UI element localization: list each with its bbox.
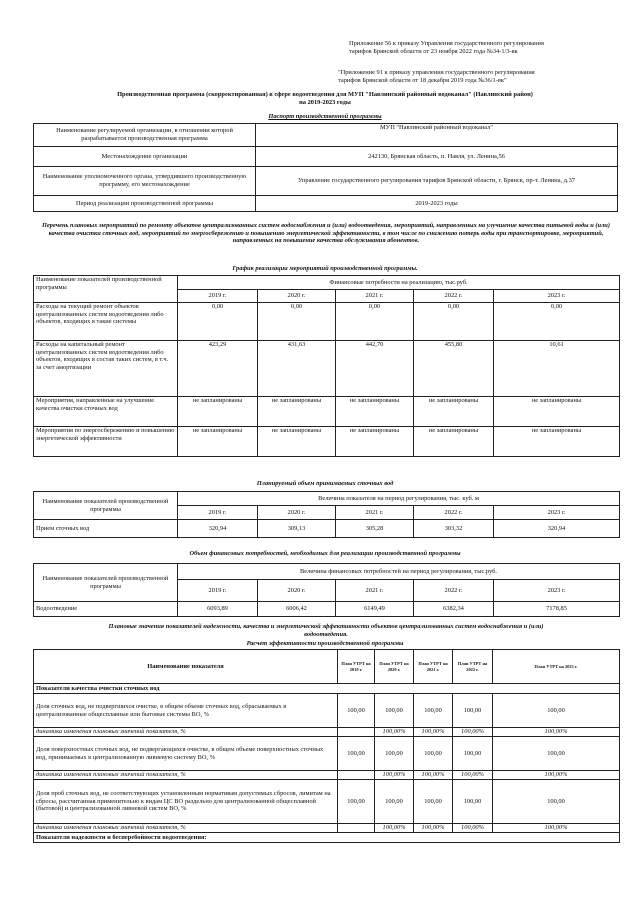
volume-year: 2019 г. [178,506,258,520]
reliability-cell: 100,00 [414,737,453,771]
dynamics-cell: 100,00% [375,824,414,833]
measures-cell: не запланированы [178,397,258,427]
volume-row [34,520,620,538]
dynamics-row [34,824,620,833]
reliability-row-label: Доля поверхностных сточных вод, не подвергающихся очистке, в общем объеме поверхностных сточных вод, принимаемых в централизованную ливневую систему ВО, % [34,737,338,771]
measures-row-label: Расходы на текущий ремонт объектов централизованных систем водоотведения либо объектов, входящих в такие системы [34,303,178,341]
reliability-col: План УТРТ на 2023 г. [493,650,620,684]
reliability-cell: 100,00 [338,780,375,824]
dynamics-label: динамика изменения плановых значений показателя, % [34,771,338,780]
volume-cell: 320,94 [178,520,258,538]
finance-col-name: Наименование показателей производственной программы [34,564,178,602]
passport-value: 2019-2023 годы [256,196,618,212]
volume-row-label: Прием сточных вод [34,520,178,538]
measures-cell: не запланированы [336,397,414,427]
finance-cell: 7178,85 [494,602,620,617]
passport-value: МУП "Навлинский районный водоканал" [256,124,618,147]
measures-cell: не запланированы [414,397,494,427]
dynamics-cell: 100,00% [375,728,414,737]
dynamics-label: динамика изменения плановых значений показателя, % [34,824,338,833]
dynamics-row [34,728,620,737]
finance-header-row [34,564,620,580]
finance-table [33,563,620,617]
measures-row-label: Мероприятия, направленные на улучшение качества очистки сточных вод [34,397,178,427]
measures-header-row [34,276,620,290]
measures-row-label: Расходы на капитальный ремонт централизованных систем водоотведения либо объектов, входящих в состав таких систем, в т.ч. за счет амортизации [34,341,178,397]
appendix-56-note [349,40,619,55]
dynamics-cell: 100,00% [453,824,493,833]
volume-cell: 305,28 [336,520,414,538]
measures-cell: не запланированы [178,427,258,457]
dynamics-cell: 100,00% [414,824,453,833]
passport-label: Местонахождение организации [34,147,256,167]
reliability-cell: 100,00 [338,737,375,771]
measures-cell: 10,61 [494,341,620,397]
reliability-row-label: Доля сточных вод, не подвергшихся очистке, в общем объеме сточных вод, сбрасываемых в централизованные общесплавные или бытовые системы ВО, % [34,694,338,728]
measures-year: 2020 г. [258,290,336,303]
appendix-91-note [338,69,623,84]
reliability-title [30,623,622,638]
measures-cell: не запланированы [494,397,620,427]
finance-row [34,602,620,617]
reliability-row [34,737,620,771]
measures-year: 2022 г. [414,290,494,303]
passport-title: Паспорт производственной программы [268,113,382,120]
measures-cell: 455,80 [414,341,494,397]
volume-table [33,491,620,538]
volume-cell: 309,13 [258,520,336,538]
section-reliability-label: Показатели надежности и бесперебойности водоотведения: [34,833,620,843]
section-quality-label: Показатели качества очистки сточных вод [34,684,620,694]
reliability-cell: 100,00 [453,780,493,824]
finance-cell: 6382,34 [414,602,494,617]
reliability-section-row [34,833,620,843]
measures-row [34,427,620,457]
measures-cell: 431,63 [258,341,336,397]
reliability-cell: 100,00 [453,694,493,728]
measures-intro: Перечень плановых мероприятий по ремонту объектов централизованных систем водоснабжения и (или) водоотведения, мероприятий, направленных на улучшение качества питьевой воды и (или) качества очистки сточных вод, мероприятий по энергосбережению и повышению энергетической эффективности, в том числе по снижению потерь воды при транспортировке, мероприятий, направленных на повышение качества обслуживания абонентов. [42,222,610,245]
volume-header-row [34,492,620,506]
reliability-col: План УТРТ на 2019 г. [338,650,375,684]
dynamics-cell: 100,00% [493,824,620,833]
passport-value: 242130, Брянская область, п. Навля, ул. Ленина,56 [256,147,618,167]
reliability-col-name: Наименование показателя [34,650,338,684]
reliability-section-row [34,684,620,694]
finance-year: 2022 г. [414,580,494,602]
passport-label: Наименование регулируемой организации, в отношении которой разрабатывается производственная программа [34,124,256,147]
dynamics-row [34,771,620,780]
measures-cell: 0,00 [494,303,620,341]
dynamics-cell: 100,00% [493,728,620,737]
dynamics-cell [338,728,375,737]
reliability-cell: 100,00 [375,737,414,771]
measures-cell: не запланированы [494,427,620,457]
measures-cell: не запланированы [258,397,336,427]
reliability-row-label: Доля проб сточных вод, не соответствующих установленным нормативам допустимых сбросов, лимитам на сбросы, рассчитанная применительно к видам ЦС ВО раздельно для централизованной общесплавной (бытовой) и централизованной ливневой систем ВО, % [34,780,338,824]
passport-value: Управление государственного регулирования тарифов Брянской области, г. Брянск, пр-т. Ленина, д.37 [256,167,618,196]
measures-cell: не запланированы [258,427,336,457]
measures-row-label: Мероприятия по энергосбережению и повышению энергетической эффективности [34,427,178,457]
passport-label: Период реализации производственной программы [34,196,256,212]
finance-year: 2019 г. [178,580,258,602]
reliability-cell: 100,00 [375,694,414,728]
reliability-cell: 100,00 [493,780,620,824]
finance-year: 2020 г. [258,580,336,602]
title-line1: Производственная программа (скорректированная) в сфере водоотведения для МУП "Навлинский районный водоканал" (Навлинский район) [117,91,533,98]
measures-col-group: Финансовые потребности на реализацию, тыс.руб. [178,276,620,290]
passport-table [33,123,618,212]
reliability-col: План УТРТ на 2020 г. [375,650,414,684]
title-line2: на 2019-2023 годы [299,98,351,106]
finance-cell: 6006,42 [258,602,336,617]
reliability-col: План УТРТ на 2021 г. [414,650,453,684]
measures-cell: 0,00 [178,303,258,341]
reliability-cell: 100,00 [375,780,414,824]
reliability-cell: 100,00 [493,737,620,771]
dynamics-cell: 100,00% [414,771,453,780]
volume-year: 2023 г. [494,506,620,520]
finance-title: Объем финансовых потребностей, необходимых для реализации производственной программы [189,550,461,557]
passport-label: Наименование уполномоченного органа, утвердившего производственную программу, его местонахождение [34,167,256,196]
volume-title: Планируемый объем принимаемых сточных вод [256,480,394,487]
reliability-title-line2: водоотведения. [304,630,348,638]
measures-table [33,275,620,457]
measures-cell: 0,00 [414,303,494,341]
volume-cell: 320,94 [494,520,620,538]
measures-cell: не запланированы [414,427,494,457]
measures-row [34,341,620,397]
measures-year: 2023 г. [494,290,620,303]
measures-cell: 0,00 [258,303,336,341]
dynamics-cell: 100,00% [453,771,493,780]
measures-cell: 442,70 [336,341,414,397]
reliability-cell: 100,00 [453,737,493,771]
measures-row [34,303,620,341]
measures-col-name: Наименование показателей производственной программы [34,276,178,303]
appendix-91-line2: тарифов Брянской области от 18 декабря 2019 года №36/1-вк" [338,76,507,84]
dynamics-label: динамика изменения плановых значений показателя, % [34,728,338,737]
passport-row [34,147,618,167]
document-title [30,91,620,106]
measures-cell: 0,00 [336,303,414,341]
passport-row [34,167,618,196]
volume-cell: 303,32 [414,520,494,538]
reliability-title-line1: Плановые значения показателей надежности, качества и энергетической эффективности объектов централизованных систем водоснабжения и (или) [108,623,544,630]
measures-cell: 423,29 [178,341,258,397]
dynamics-cell: 100,00% [414,728,453,737]
reliability-cell: 100,00 [338,694,375,728]
volume-year: 2020 г. [258,506,336,520]
measures-year: 2019 г. [178,290,258,303]
dynamics-cell: 100,00% [493,771,620,780]
passport-row [34,196,618,212]
volume-year: 2022 г. [414,506,494,520]
reliability-cell: 100,00 [414,780,453,824]
schedule-title: График реализации мероприятий производственной программы. [232,265,418,272]
volume-year: 2021 г. [336,506,414,520]
appendix-91-line1: "Приложение 91 к приказу управления государственного регулирования [338,69,535,76]
dynamics-cell [338,771,375,780]
efficiency-calc-title: Расчет эффективности производственной программы [246,640,404,647]
reliability-col: План УТРТ на 2022 г. [453,650,493,684]
reliability-row [34,780,620,824]
reliability-header-row [34,650,620,684]
dynamics-cell [338,824,375,833]
finance-row-label: Водоотведение [34,602,178,617]
passport-row [34,124,618,147]
measures-cell: не запланированы [336,427,414,457]
finance-year: 2023 г. [494,580,620,602]
dynamics-cell: 100,00% [375,771,414,780]
reliability-cell: 100,00 [493,694,620,728]
finance-cell: 6093,89 [178,602,258,617]
reliability-table [33,649,620,843]
finance-col-group: Величина финансовых потребностей на период регулирования, тыс.руб. [178,564,620,580]
dynamics-cell: 100,00% [453,728,493,737]
measures-row [34,397,620,427]
reliability-cell: 100,00 [414,694,453,728]
appendix-56-line1: Приложение 56 к приказу Управления государственного регулирования [349,40,544,47]
volume-col-name: Наименование показателей производственной программы [34,492,178,520]
finance-cell: 6149,49 [336,602,414,617]
measures-year: 2021 г. [336,290,414,303]
finance-year: 2021 г. [336,580,414,602]
appendix-56-line2: тарифов Брянской области от 23 ноября 2022 года №34-1/3-вк [349,47,518,55]
volume-col-group: Величина показателя на период регулирования, тыс. куб. м [178,492,620,506]
reliability-row [34,694,620,728]
